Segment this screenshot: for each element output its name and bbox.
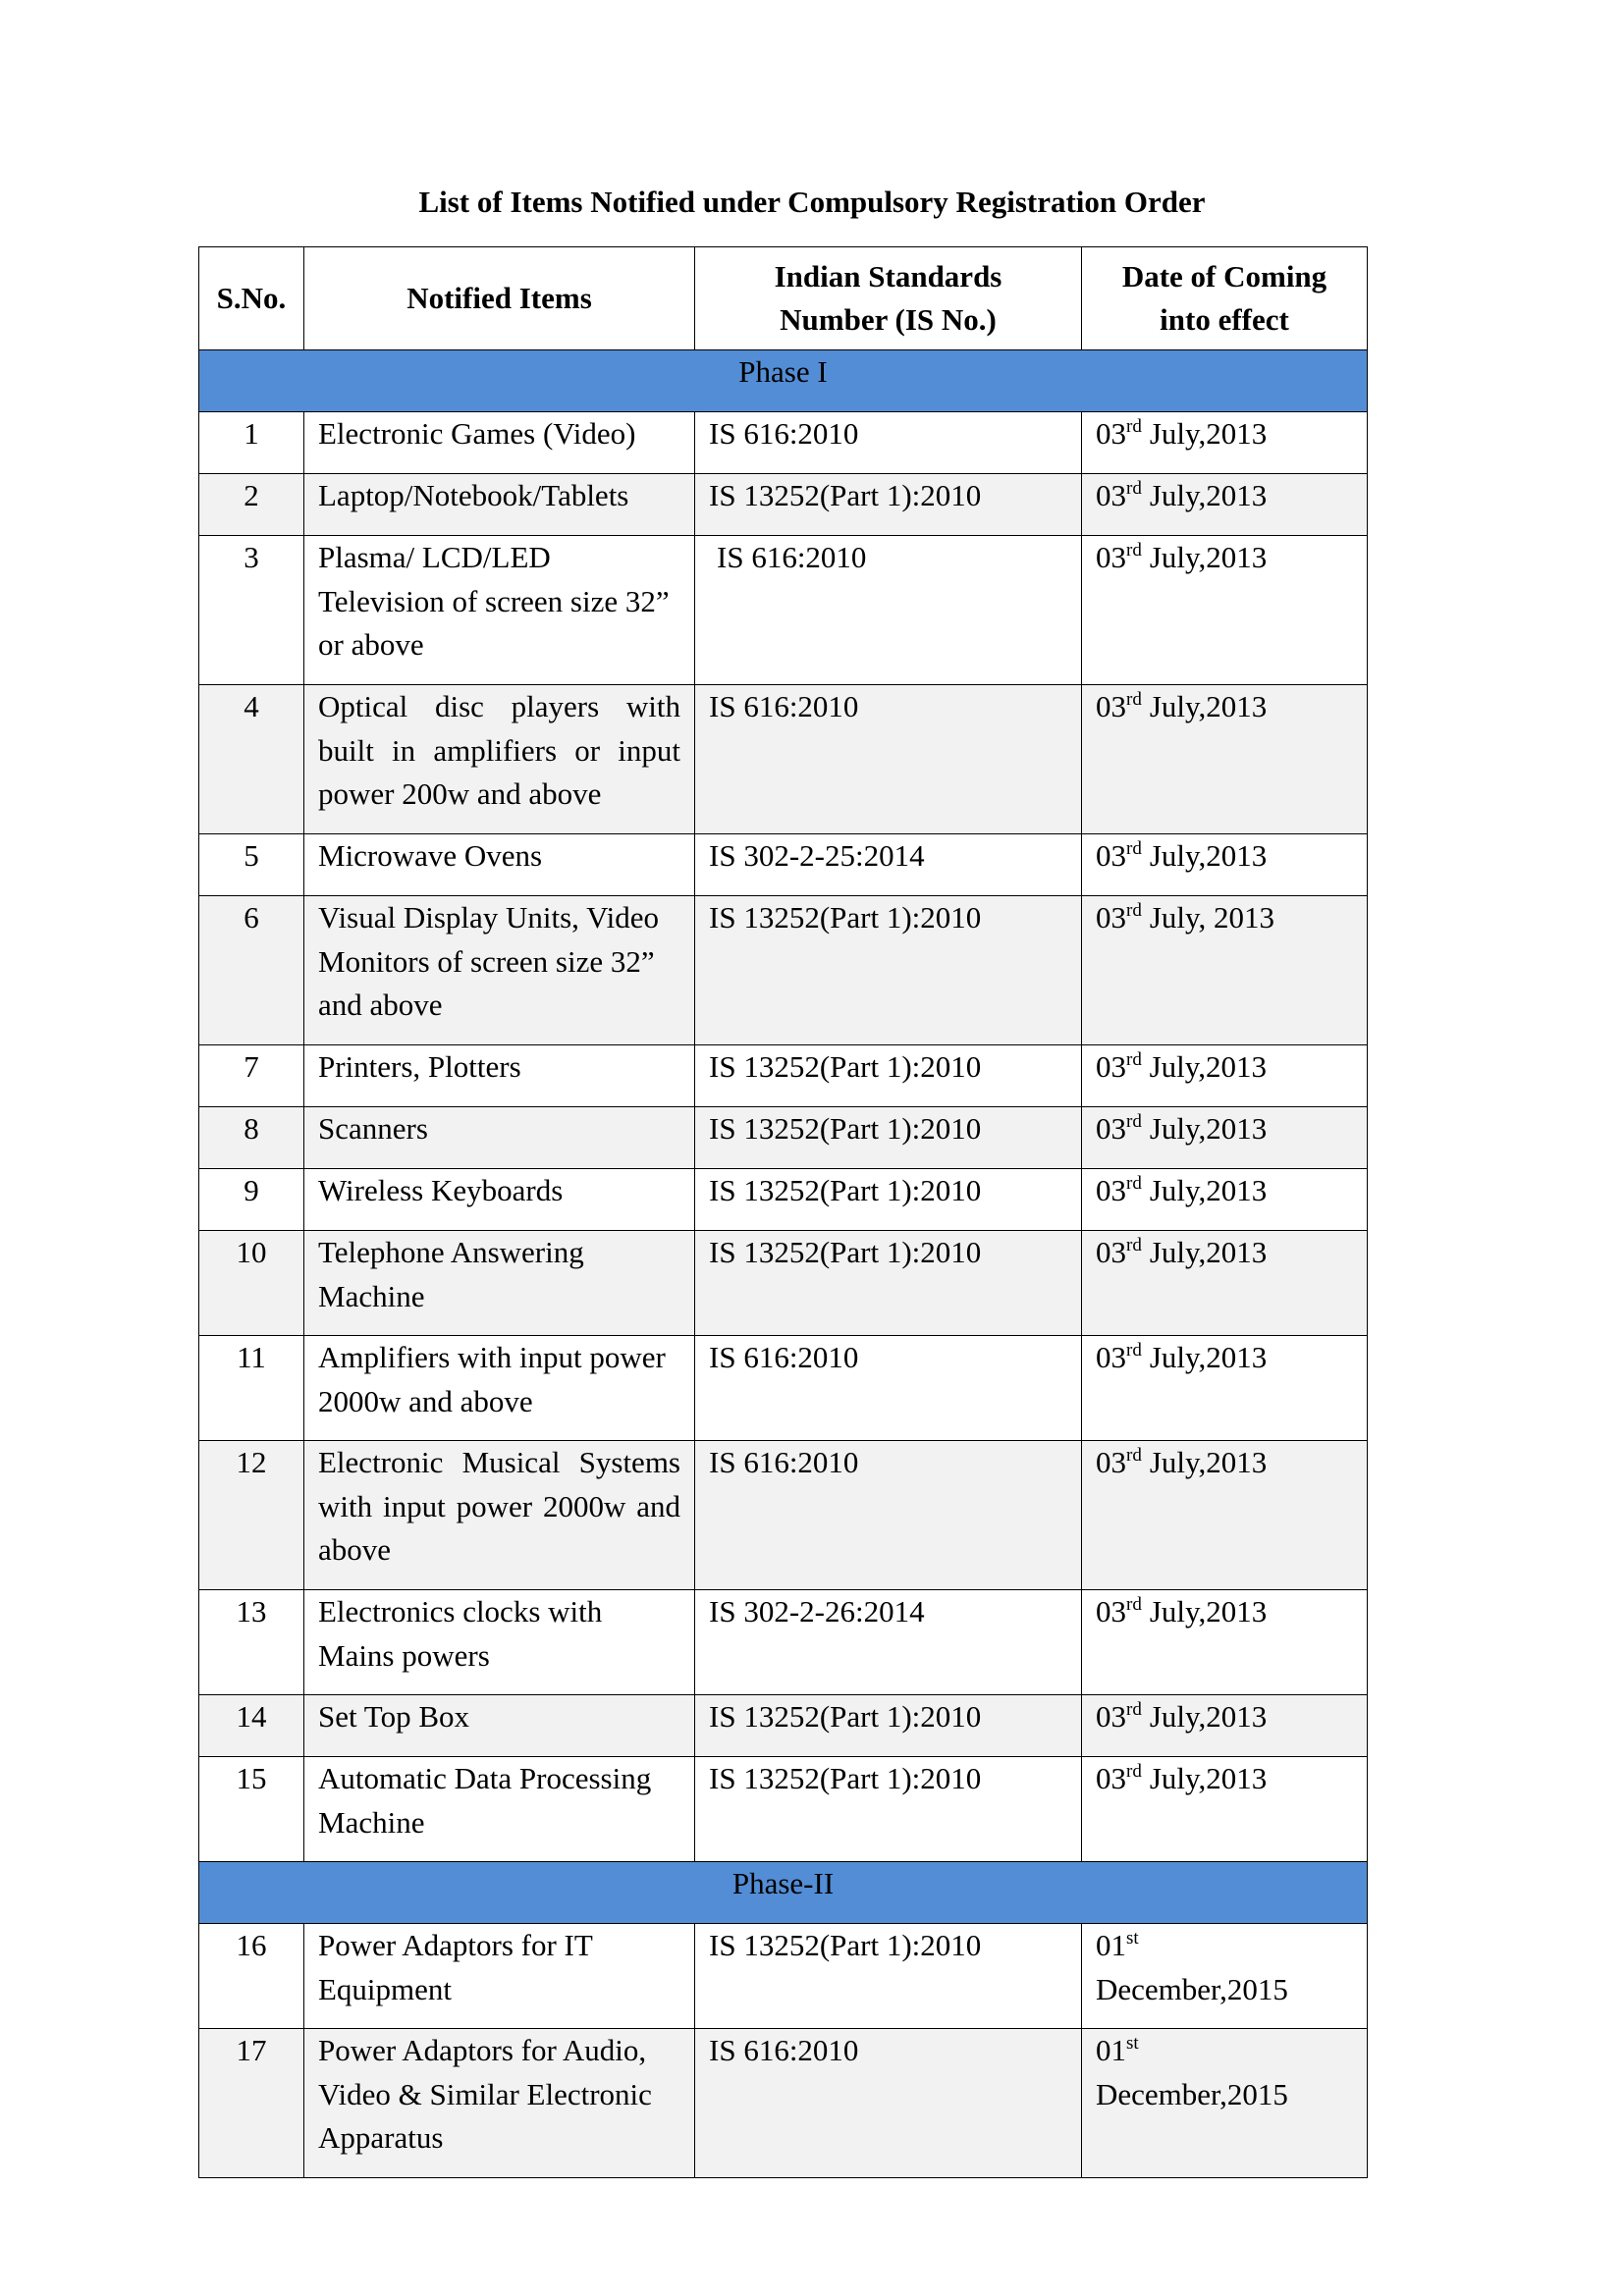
table-row bbox=[199, 1757, 1368, 1862]
row-date bbox=[1082, 1107, 1368, 1169]
date-month-year: July,2013 bbox=[1149, 1340, 1268, 1374]
table-row bbox=[199, 1169, 1368, 1231]
row-item: Electronic Games (Video) bbox=[304, 412, 695, 474]
date-day: 03 bbox=[1096, 838, 1126, 873]
row-date bbox=[1082, 1757, 1368, 1862]
row-date bbox=[1082, 1590, 1368, 1695]
date-month-year: July,2013 bbox=[1149, 689, 1268, 723]
date-day: 03 bbox=[1096, 1594, 1126, 1629]
date-month-year: July,2013 bbox=[1149, 1111, 1268, 1146]
table-row bbox=[199, 1695, 1368, 1757]
row-is-number: IS 13252(Part 1):2010 bbox=[695, 1231, 1082, 1336]
date-suffix: rd bbox=[1126, 540, 1142, 561]
row-is-number: IS 13252(Part 1):2010 bbox=[695, 1169, 1082, 1231]
row-item: Electronics clocks with Mains powers bbox=[304, 1590, 695, 1695]
date-day: 03 bbox=[1096, 540, 1126, 574]
date-day: 03 bbox=[1096, 1111, 1126, 1146]
row-is-number: IS 302-2-26:2014 bbox=[695, 1590, 1082, 1695]
header-date-line1: Date of Coming bbox=[1121, 258, 1327, 294]
row-is-number: IS 13252(Part 1):2010 bbox=[695, 896, 1082, 1045]
row-is-number: IS 616:2010 bbox=[695, 412, 1082, 474]
table-row bbox=[199, 1590, 1368, 1695]
row-sno: 17 bbox=[199, 2029, 304, 2178]
table-row bbox=[199, 1441, 1368, 1590]
date-suffix: rd bbox=[1126, 1049, 1142, 1070]
row-sno: 6 bbox=[199, 896, 304, 1045]
phase-label: Phase-II bbox=[199, 1862, 1368, 1924]
row-date bbox=[1082, 1231, 1368, 1336]
header-is-line2: Number (IS No.) bbox=[780, 302, 997, 337]
date-suffix: rd bbox=[1126, 1594, 1142, 1615]
date-day: 03 bbox=[1096, 1173, 1126, 1207]
date-suffix: rd bbox=[1126, 1445, 1142, 1466]
row-sno: 2 bbox=[199, 474, 304, 536]
row-date bbox=[1082, 412, 1368, 474]
row-date bbox=[1082, 834, 1368, 896]
date-suffix: rd bbox=[1126, 838, 1142, 859]
header-row bbox=[199, 247, 1368, 350]
row-sno: 5 bbox=[199, 834, 304, 896]
row-is-number: IS 616:2010 bbox=[695, 685, 1082, 834]
table-row bbox=[199, 1336, 1368, 1441]
date-month-year: July,2013 bbox=[1149, 1235, 1268, 1269]
table-row bbox=[199, 834, 1368, 896]
row-is-number: IS 13252(Part 1):2010 bbox=[695, 474, 1082, 536]
row-item: Microwave Ovens bbox=[304, 834, 695, 896]
header-date-line2: into effect bbox=[1160, 302, 1289, 337]
row-sno: 15 bbox=[199, 1757, 304, 1862]
table-row bbox=[199, 896, 1368, 1045]
row-date bbox=[1082, 474, 1368, 536]
row-sno: 1 bbox=[199, 412, 304, 474]
date-suffix: rd bbox=[1126, 478, 1142, 499]
row-item: Set Top Box bbox=[304, 1695, 695, 1757]
date-day: 03 bbox=[1096, 1235, 1126, 1269]
date-month-year: July,2013 bbox=[1149, 1699, 1268, 1734]
table-row bbox=[199, 1107, 1368, 1169]
date-month-year: July,2013 bbox=[1149, 838, 1268, 873]
row-is-number: IS 13252(Part 1):2010 bbox=[695, 1107, 1082, 1169]
table-row bbox=[199, 1924, 1368, 2029]
date-suffix: st bbox=[1126, 2033, 1139, 2054]
row-is-number: IS 302-2-25:2014 bbox=[695, 834, 1082, 896]
date-suffix: st bbox=[1126, 1928, 1139, 1949]
row-date bbox=[1082, 1336, 1368, 1441]
phase-label: Phase I bbox=[199, 350, 1368, 412]
row-item: Telephone Answering Machine bbox=[304, 1231, 695, 1336]
row-item: Wireless Keyboards bbox=[304, 1169, 695, 1231]
phase-row bbox=[199, 1862, 1368, 1924]
date-month-year: July,2013 bbox=[1149, 478, 1268, 512]
row-is-number: IS 13252(Part 1):2010 bbox=[695, 1695, 1082, 1757]
table-row bbox=[199, 536, 1368, 685]
row-item: Scanners bbox=[304, 1107, 695, 1169]
row-sno: 14 bbox=[199, 1695, 304, 1757]
date-month-year: December,2015 bbox=[1096, 1971, 1288, 2006]
date-day: 03 bbox=[1096, 1049, 1126, 1084]
row-item: Laptop/Notebook/Tablets bbox=[304, 474, 695, 536]
row-date bbox=[1082, 1924, 1368, 2029]
table-row bbox=[199, 1231, 1368, 1336]
date-month-year: July,2013 bbox=[1149, 1761, 1268, 1795]
date-day: 03 bbox=[1096, 689, 1126, 723]
row-date bbox=[1082, 1045, 1368, 1107]
document-title: List of Items Notified under Compulsory Registration Order bbox=[418, 185, 1206, 219]
date-day: 03 bbox=[1096, 1761, 1126, 1795]
date-day: 03 bbox=[1096, 1340, 1126, 1374]
row-item: Electronic Musical Systems with input power 2000w and above bbox=[304, 1441, 695, 1590]
date-suffix: rd bbox=[1126, 1699, 1142, 1720]
date-month-year: July,2013 bbox=[1149, 540, 1268, 574]
row-sno: 16 bbox=[199, 1924, 304, 2029]
date-day: 03 bbox=[1096, 900, 1126, 934]
row-item: Amplifiers with input power 2000w and above bbox=[304, 1336, 695, 1441]
date-day: 03 bbox=[1096, 1699, 1126, 1734]
table-row bbox=[199, 1045, 1368, 1107]
row-sno: 7 bbox=[199, 1045, 304, 1107]
date-suffix: rd bbox=[1126, 1235, 1142, 1255]
date-month-year: July,2013 bbox=[1149, 1445, 1268, 1479]
row-is-number: IS 616:2010 bbox=[695, 536, 1082, 685]
row-date bbox=[1082, 896, 1368, 1045]
header-notified-items: Notified Items bbox=[304, 247, 695, 350]
row-is-number: IS 13252(Part 1):2010 bbox=[695, 1924, 1082, 2029]
table-row bbox=[199, 685, 1368, 834]
row-sno: 12 bbox=[199, 1441, 304, 1590]
row-item: Printers, Plotters bbox=[304, 1045, 695, 1107]
header-date bbox=[1082, 247, 1368, 350]
row-item: Automatic Data Processing Machine bbox=[304, 1757, 695, 1862]
row-date bbox=[1082, 2029, 1368, 2178]
date-month-year: July,2013 bbox=[1149, 1594, 1268, 1629]
row-item: Optical disc players with built in amplifiers or input power 200w and above bbox=[304, 685, 695, 834]
date-day: 01 bbox=[1096, 2033, 1126, 2067]
row-sno: 8 bbox=[199, 1107, 304, 1169]
header-indian-standards bbox=[695, 247, 1082, 350]
row-date bbox=[1082, 1695, 1368, 1757]
table-row bbox=[199, 2029, 1368, 2178]
date-month-year: July,2013 bbox=[1149, 1173, 1268, 1207]
row-sno: 9 bbox=[199, 1169, 304, 1231]
table-row bbox=[199, 412, 1368, 474]
header-is-line1: Indian Standards bbox=[774, 258, 1002, 294]
date-month-year: December,2015 bbox=[1096, 2076, 1288, 2111]
date-day: 03 bbox=[1096, 416, 1126, 451]
row-is-number: IS 616:2010 bbox=[695, 1336, 1082, 1441]
row-date bbox=[1082, 1441, 1368, 1590]
row-date bbox=[1082, 685, 1368, 834]
date-month-year: July,2013 bbox=[1149, 1049, 1267, 1084]
row-item: Power Adaptors for IT Equipment bbox=[304, 1924, 695, 2029]
date-suffix: rd bbox=[1126, 1340, 1142, 1361]
row-date bbox=[1082, 536, 1368, 685]
row-item: Plasma/ LCD/LED Television of screen size 32” or above bbox=[304, 536, 695, 685]
row-sno: 3 bbox=[199, 536, 304, 685]
row-item: Visual Display Units, Video Monitors of screen size 32” and above bbox=[304, 896, 695, 1045]
date-month-year: July, 2013 bbox=[1149, 900, 1274, 934]
date-day: 01 bbox=[1096, 1928, 1126, 1962]
header-sno: S.No. bbox=[199, 247, 304, 350]
date-suffix: rd bbox=[1126, 689, 1142, 710]
date-suffix: rd bbox=[1126, 1111, 1142, 1132]
registration-table bbox=[198, 246, 1368, 2178]
date-suffix: rd bbox=[1126, 900, 1142, 921]
row-sno: 13 bbox=[199, 1590, 304, 1695]
row-sno: 10 bbox=[199, 1231, 304, 1336]
date-month-year: July,2013 bbox=[1149, 416, 1268, 451]
date-suffix: rd bbox=[1126, 416, 1142, 437]
row-date bbox=[1082, 1169, 1368, 1231]
row-is-number: IS 13252(Part 1):2010 bbox=[695, 1757, 1082, 1862]
date-suffix: rd bbox=[1126, 1173, 1142, 1194]
row-is-number: IS 616:2010 bbox=[695, 1441, 1082, 1590]
date-day: 03 bbox=[1096, 1445, 1126, 1479]
phase-row bbox=[199, 350, 1368, 412]
row-is-number: IS 616:2010 bbox=[695, 2029, 1082, 2178]
row-sno: 4 bbox=[199, 685, 304, 834]
row-item: Power Adaptors for Audio, Video & Similar Electronic Apparatus bbox=[304, 2029, 695, 2178]
row-sno: 11 bbox=[199, 1336, 304, 1441]
date-day: 03 bbox=[1096, 478, 1126, 512]
table-row bbox=[199, 474, 1368, 536]
row-is-number: IS 13252(Part 1):2010 bbox=[695, 1045, 1082, 1107]
date-suffix: rd bbox=[1126, 1761, 1142, 1782]
